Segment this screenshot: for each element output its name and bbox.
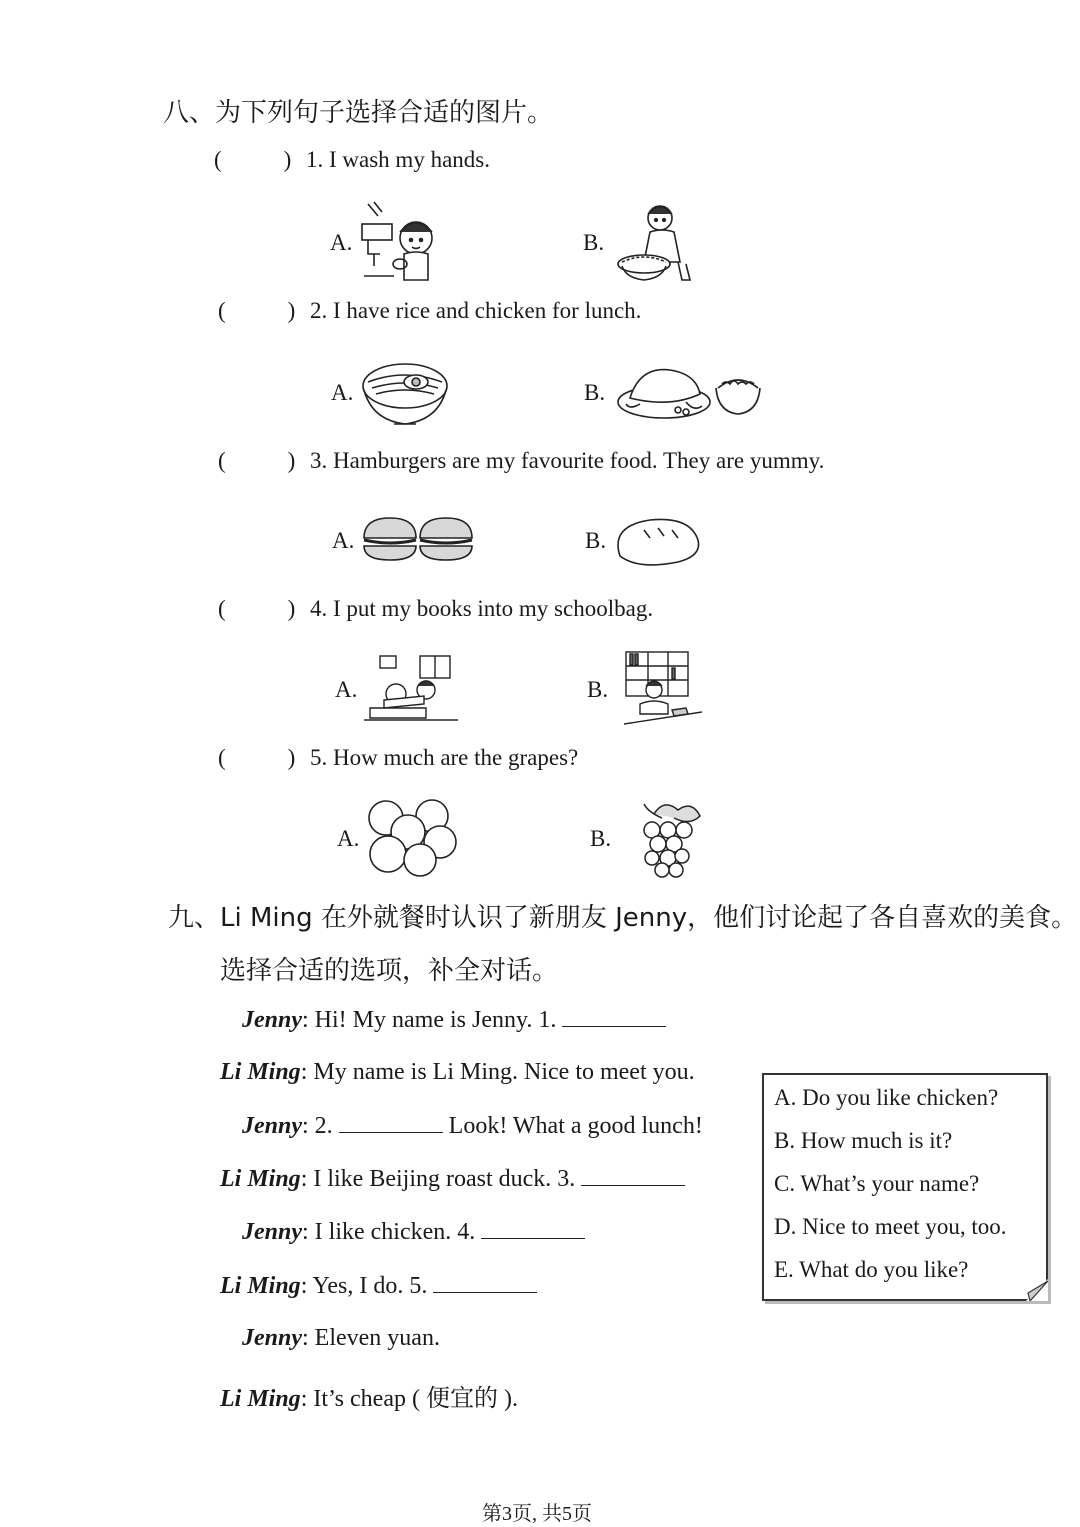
option-b-label: B. [584,380,606,405]
child-reading-with-bookshelf-icon [622,650,702,730]
dialogue-line-4 [220,1165,685,1193]
question-text: 2. I have rice and chicken for lunch. [310,298,642,323]
grapes-icon [624,800,704,880]
option-b-label: B. [585,528,607,553]
child-sleeping-at-desk-icon [364,654,458,722]
option-a-label: A. [331,380,354,405]
option-a-label: A. [330,230,353,255]
dialogue-line-6 [220,1272,537,1300]
boy-washing-clothes-icon [614,200,698,284]
answer-paren-open: ( [218,596,226,621]
question-2 [218,298,641,324]
answer-paren-close: ) [287,448,296,473]
dialogue-text: : It’s cheap ( 便宜的 ). [300,1386,518,1412]
answer-paren-close: ) [283,147,292,172]
option-a-label: A. [337,826,360,851]
oranges-icon [366,798,458,878]
speaker-name: Jenny [242,1325,302,1351]
section-9-title-line-1: 九、Li Ming 在外就餐时认识了新朋友 Jenny，他们讨论起了各自喜欢的美食。 [168,903,1078,933]
page-footer: 第3页, 共5页 [482,1503,592,1525]
option-b: B. How much is it? [774,1128,953,1153]
dialogue-line-2 [220,1059,695,1086]
question-text: 1. I wash my hands. [306,147,490,172]
page-curl-icon [1026,1279,1048,1301]
option-b-label: B. [590,826,612,851]
option-d: D. Nice to meet you, too. [774,1214,1007,1239]
option-a-label: A. [335,677,358,702]
question-1 [214,147,490,173]
answer-paren-open: ( [218,448,226,473]
dialogue-text: : Hi! My name is Jenny. 1. [302,1007,557,1033]
option-a: A. Do you like chicken? [774,1085,999,1110]
answer-paren-close: ) [287,596,296,621]
dialogue-line-8 [220,1378,518,1413]
answer-paren-open: ( [214,147,222,172]
speaker-name: Li Ming [220,1166,301,1192]
question-3 [218,448,824,474]
question-text: 4. I put my books into my schoolbag. [310,596,654,621]
option-b-label: B. [583,230,605,255]
answer-blank-2[interactable] [339,1112,443,1133]
noodle-bowl-icon [360,358,450,428]
dialogue-text: : Eleven yuan. [302,1325,440,1351]
speaker-name: Li Ming [220,1386,301,1412]
option-a-label: A. [332,528,355,553]
answer-blank-4[interactable] [481,1218,585,1239]
speaker-name: Li Ming [220,1059,301,1085]
answer-blank-1[interactable] [562,1006,666,1027]
two-hamburgers-icon [362,516,474,562]
speaker-name: Li Ming [220,1273,301,1299]
dialogue-text-after: Look! What a good lunch! [448,1113,703,1139]
bread-loaf-icon [614,516,702,566]
answer-paren-open: ( [218,745,226,770]
question-4 [218,596,653,622]
dialogue-line-5 [242,1218,585,1246]
roast-chicken-and-rice-icon [616,362,762,422]
option-e: E. What do you like? [774,1257,969,1282]
answer-blank-3[interactable] [581,1165,685,1186]
section-8-title: 八、为下列句子选择合适的图片。 [163,98,554,128]
speaker-name: Jenny [242,1219,302,1245]
dialogue-line-7 [242,1325,440,1352]
dialogue-text: : I like Beijing roast duck. 3. [300,1166,576,1192]
answer-paren-close: ) [287,745,296,770]
dialogue-line-3 [242,1112,703,1140]
dialogue-text: : 2. [302,1113,333,1139]
answer-paren-close: ) [287,298,296,323]
speaker-name: Jenny [242,1113,302,1139]
answer-paren-open: ( [218,298,226,323]
section-9-title-line-2: 选择合适的选项，补全对话。 [220,956,559,986]
option-c: C. What’s your name? [774,1171,980,1196]
question-5 [218,745,578,771]
question-text: 3. Hamburgers are my favourite food. They are yummy. [310,448,825,473]
boy-washing-hands-icon [360,198,450,284]
option-b-label: B. [587,677,609,702]
dialogue-text: : My name is Li Ming. Nice to meet you. [300,1059,695,1085]
answer-blank-5[interactable] [433,1272,537,1293]
dialogue-text: : I like chicken. 4. [302,1219,476,1245]
dialogue-text: : Yes, I do. 5. [300,1273,428,1299]
speaker-name: Jenny [242,1007,302,1033]
dialogue-line-1 [242,1006,666,1034]
options-box [762,1073,1048,1301]
question-text: 5. How much are the grapes? [310,745,579,770]
